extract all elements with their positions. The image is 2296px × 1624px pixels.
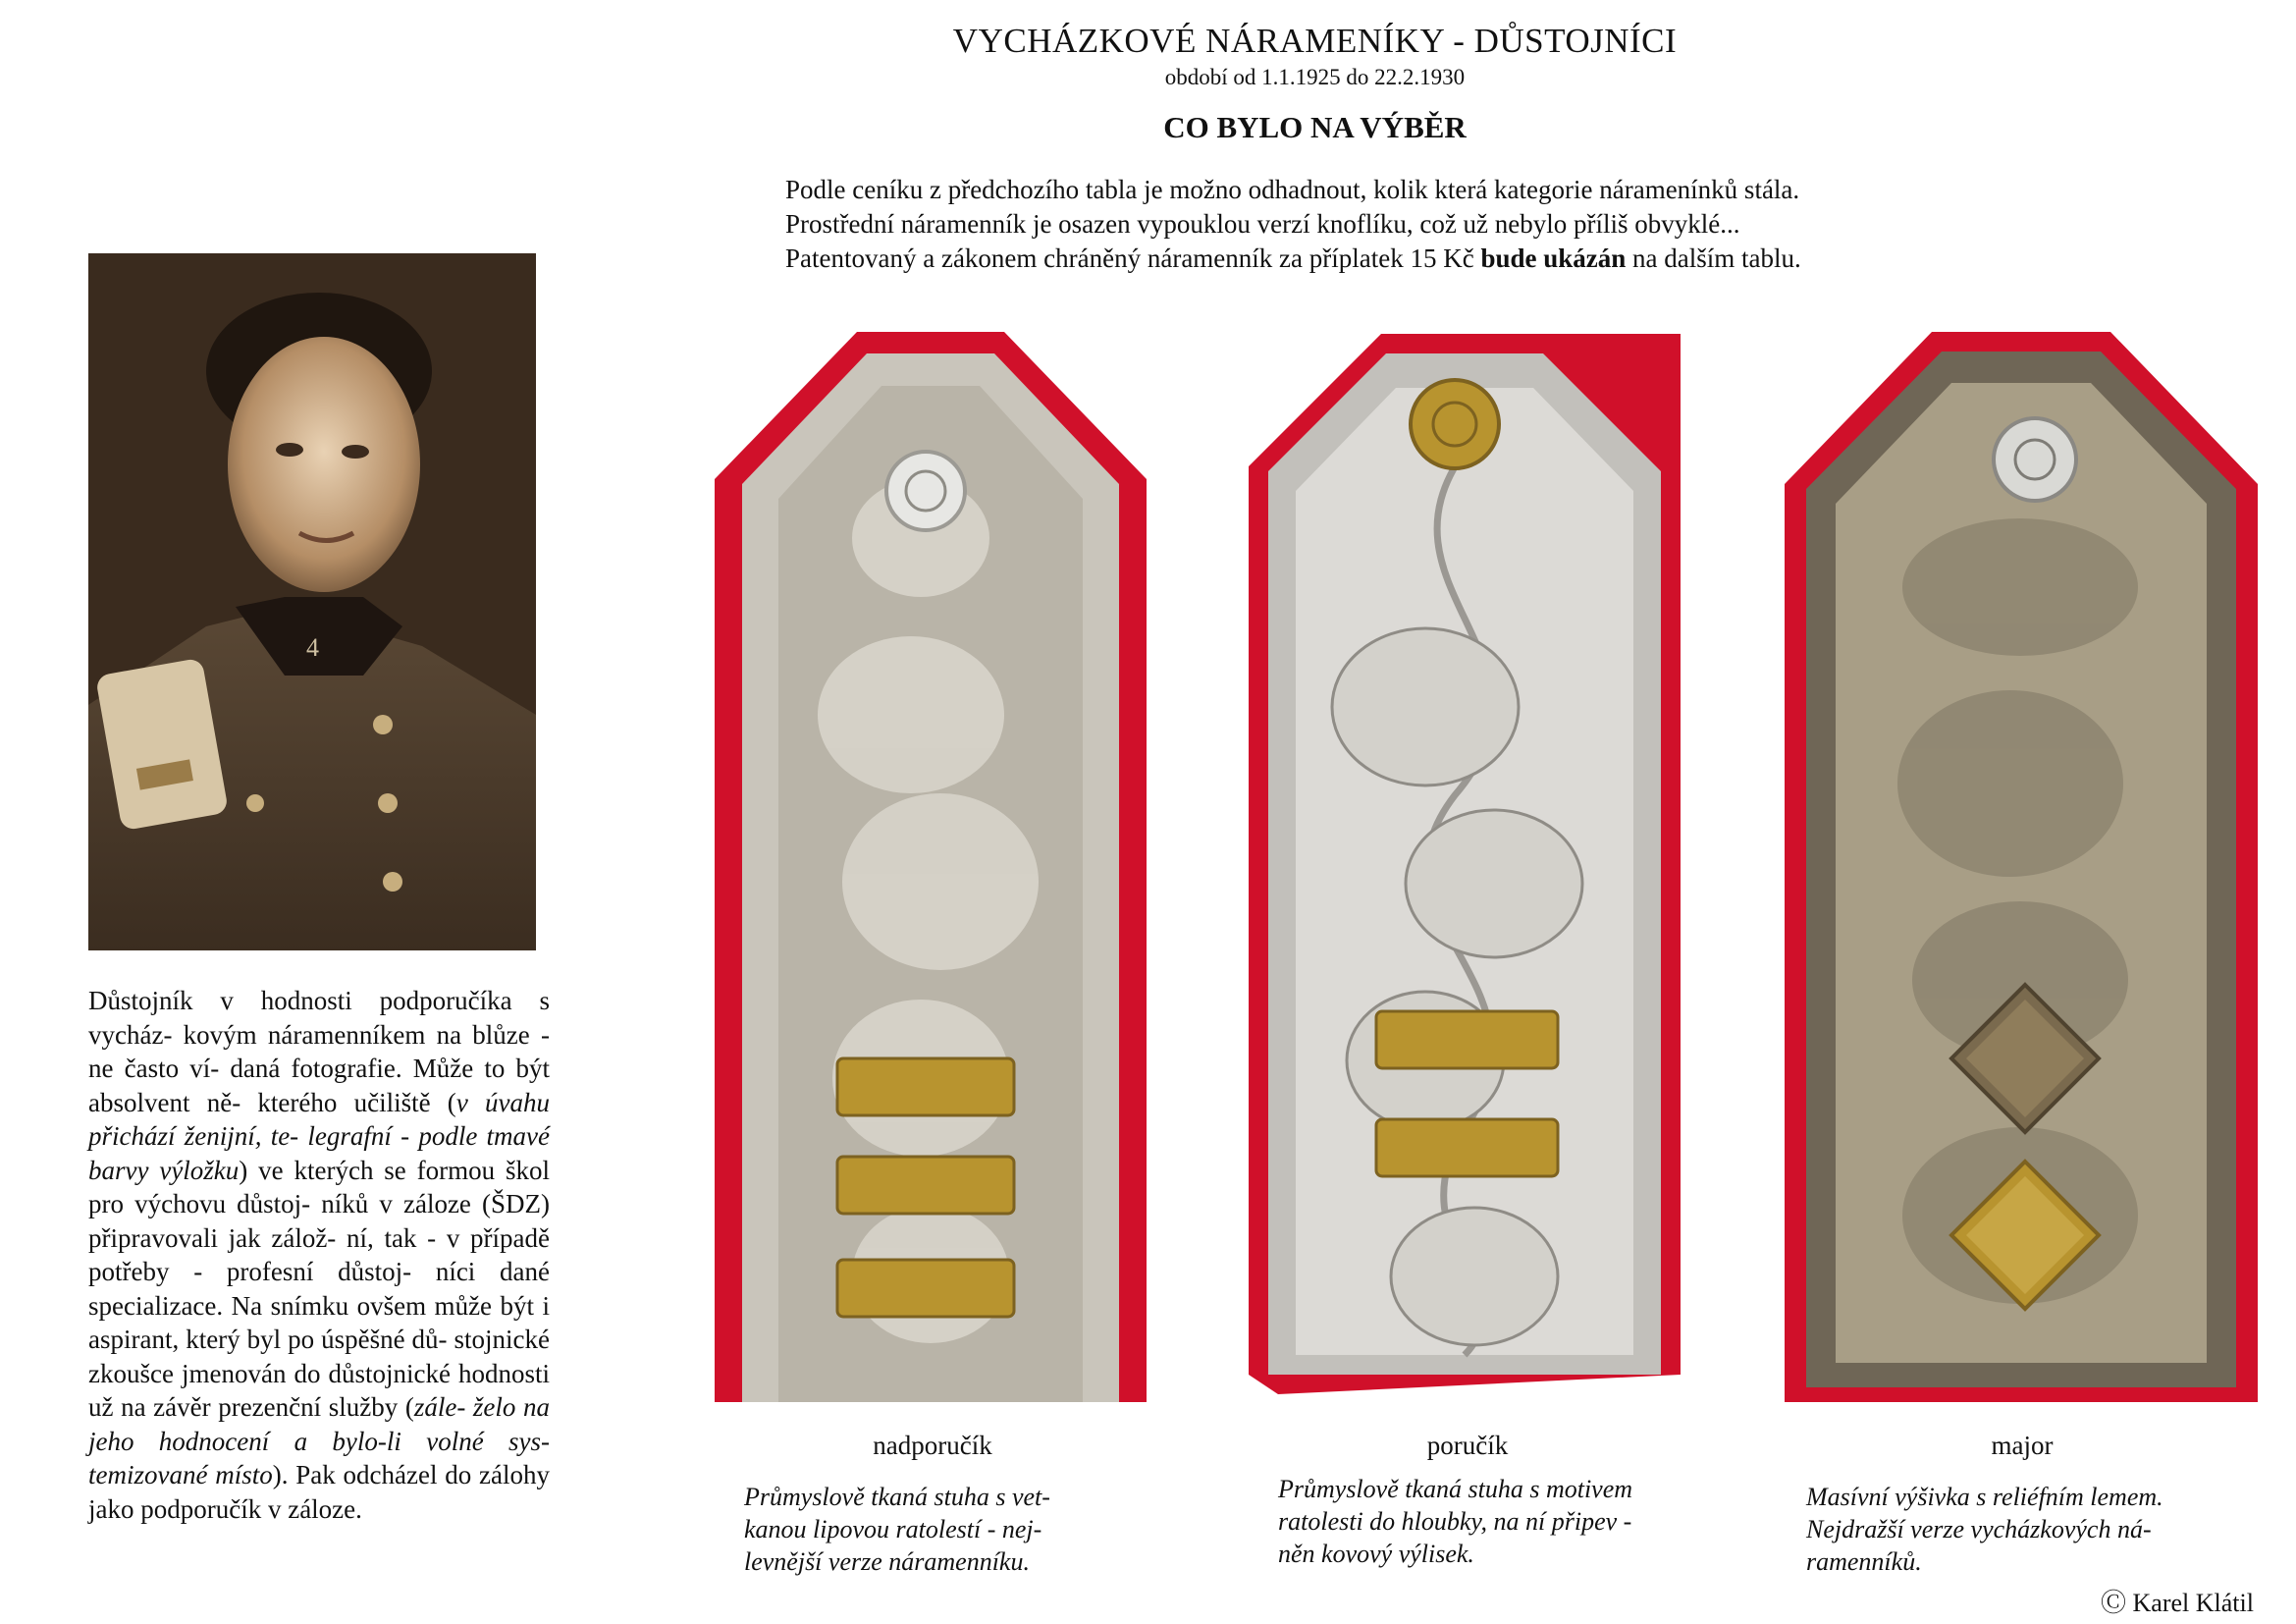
- rank-label-nadporucik: nadporučík: [873, 1431, 992, 1460]
- desc-line: Masívní výšivka s reliéfním lemem.: [1806, 1483, 2163, 1511]
- shoulder-strap-nadporucik: [715, 332, 1147, 1402]
- section-heading: CO BYLO NA VÝBĚR: [1163, 110, 1467, 144]
- intro-line-2: Prostřední náramenník je osazen vypouklou verzí knoflíku, což už nebylo příliš obvyklé...: [785, 209, 1740, 239]
- desc-line: Průmyslově tkaná stuha s vet-: [744, 1483, 1050, 1511]
- intro-text: [785, 173, 1963, 276]
- desc-line: Průmyslově tkaná stuha s motivem: [1278, 1475, 1633, 1503]
- caption-italic-1: v úvahu přichází ženijní, te- legrafní - podle tmavé barvy výložku: [88, 1087, 551, 1185]
- desc-line: něn kovový výlisek.: [1278, 1540, 1474, 1568]
- photo-caption: [88, 984, 550, 1526]
- rank-label-porucik: poručík: [1426, 1431, 1509, 1460]
- strap-description-porucik: [1278, 1473, 1632, 1570]
- desc-line: levnější verze náramenníku.: [744, 1547, 1030, 1576]
- desc-line: ratolesti do hloubky, na ní připev -: [1278, 1507, 1632, 1536]
- officer-portrait-photo: [88, 253, 536, 950]
- strap-description-major: [1806, 1481, 2163, 1578]
- intro-line-1: Podle ceníku z předchozího tabla je možno odhadnout, kolik která kategorie náramenínků stála.: [785, 175, 1800, 204]
- caption-part-3: ). Pak odcházel do zálohy jako podporučík v záloze.: [88, 1460, 550, 1524]
- caption-part-1: Důstojník v hodnosti podporučíka s vycház- kovým náramenníkem na blůze - ne často ví- daná fotografie. Může to být absolvent ně- kterého učiliště (: [88, 986, 550, 1117]
- strap-description-nadporucik: [744, 1481, 1050, 1578]
- intro-line-3-end: na dalším tablu.: [1626, 244, 1801, 273]
- collar-number: 4: [306, 633, 319, 662]
- intro-line-3-bold: bude ukázán: [1480, 244, 1627, 273]
- photo-caption-text: [88, 984, 550, 1526]
- intro-line-3: [785, 242, 1963, 276]
- desc-line: kanou lipovou ratolestí - nej-: [744, 1515, 1042, 1543]
- page-subtitle: období od 1.1.1925 do 22.2.1930: [1164, 65, 1466, 89]
- copyright-notice: Ⓒ Karel Klátil: [2101, 1589, 2254, 1617]
- rank-label-major: major: [1991, 1431, 2054, 1460]
- caption-part-2: ) ve kterých se formou škol pro výchovu důstoj- níků v záloze (ŠDZ) připravovali jak zálož- ní, tak - v případě potřeby - profesní důstoj- níci dané specializace. Na snímku ovšem může být i aspirant, který byl po úspěšné dů- stojnické zkoušce jmenován do důstojnické hodnosti už na závěr prezenční služby (: [88, 1155, 551, 1422]
- intro-line-3-text: Patentovaný a zákonem chráněný náramenník za příplatek 15 Kč: [785, 244, 1481, 273]
- page-title: VYCHÁZKOVÉ NÁRAMENÍKY - DŮSTOJNÍCI: [952, 22, 1678, 60]
- shoulder-strap-porucik: [1249, 334, 1681, 1404]
- desc-line: ramenníků.: [1806, 1547, 1922, 1576]
- caption-italic-2: zále- želo na jeho hodnocení a bylo-li volné sys- temizované místo: [88, 1392, 551, 1489]
- desc-line: Nejdražší verze vycházkových ná-: [1806, 1515, 2152, 1543]
- shoulder-strap-major: [1785, 332, 2258, 1402]
